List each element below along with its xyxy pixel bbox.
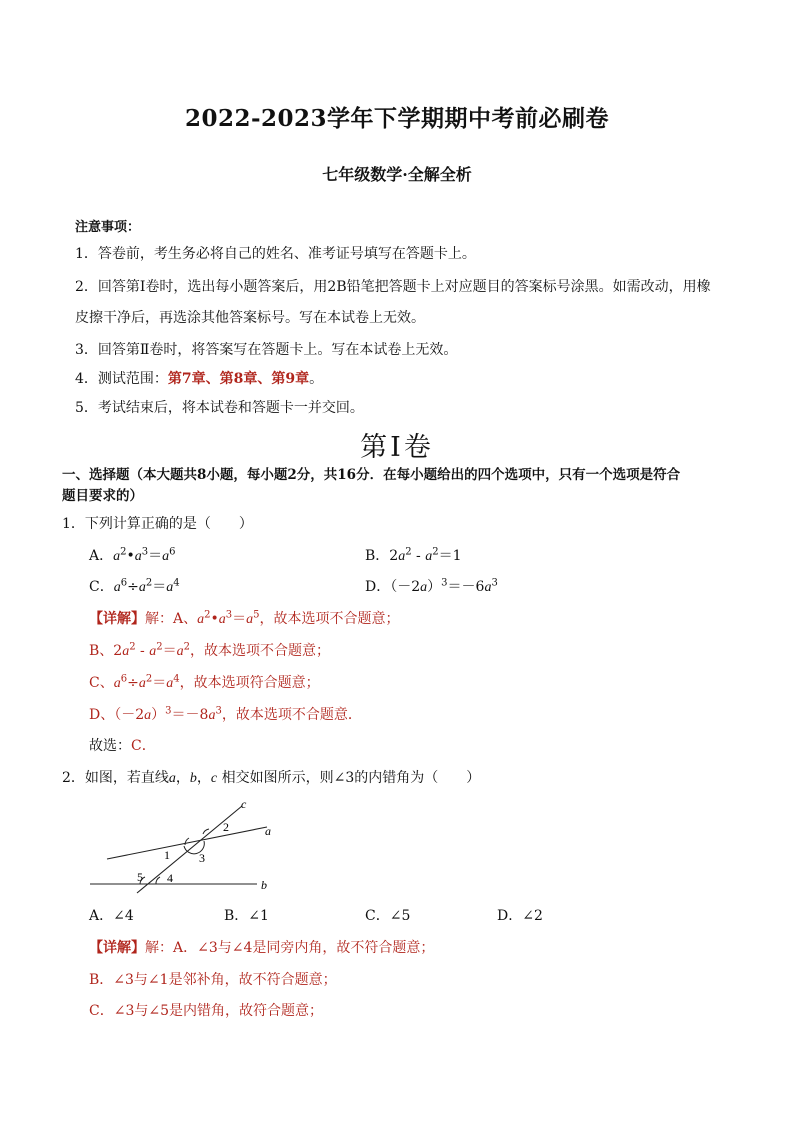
explain-text: 解：A．∠3与∠4是同旁内角，故不符合题意； <box>145 940 435 956</box>
explain-head: B、 <box>89 643 114 659</box>
notice-item-3: 3．回答第Ⅱ卷时，将答案写在答题卡上。写在本试卷上无效。 <box>75 342 458 358</box>
q1-explain-c: C、$a^6\div a^2=a^4$，故本选项符合题意； <box>89 673 320 691</box>
section-heading-line1: 一、选择题（本大题共8小题，每小题2分，共16分．在每小题给出的四个选项中，只有一个选项是符合 <box>62 467 681 483</box>
notice-item-2-line2: 皮擦干净后，再选涂其他答案标号。写在本试卷上无效。 <box>75 310 425 326</box>
explain-head: C、 <box>89 675 114 691</box>
intersecting-lines-figure <box>85 795 295 895</box>
option-label: D． <box>365 579 391 595</box>
q1-explain-a: 【详解】解：A、$a^2•a^3=a^5$，故本选项不合题意； <box>89 609 400 627</box>
notice-item-4-prefix: 4．测试范围： <box>75 371 168 387</box>
answer-label: 故选： <box>89 738 131 754</box>
q1-answer <box>89 736 156 756</box>
var-b: b <box>189 771 197 786</box>
label-angle-3: 3 <box>199 851 205 865</box>
notice-item-4-suffix: 。 <box>309 371 324 387</box>
label-angle-1: 1 <box>164 848 170 862</box>
line-a <box>107 827 267 859</box>
var-c: c <box>210 771 218 786</box>
q2-option-b: B．∠1 <box>224 908 269 924</box>
label-angle-5: 5 <box>137 870 143 884</box>
answer-value: C． <box>131 738 156 754</box>
test-scope: 第7章、第8章、第9章 <box>167 371 310 387</box>
label-a: a <box>265 824 271 838</box>
volume-title: 第Ⅰ卷 <box>360 432 434 463</box>
q2-option-a: A．∠4 <box>89 908 134 924</box>
q1-option-c: C．$a^6\div a^2=a^4$ <box>89 577 180 595</box>
explain-head: 解：A、 <box>145 611 198 627</box>
q2-explain-c: C．∠3与∠5是内错角，故符合题意； <box>89 1003 323 1019</box>
q1-explain-d: D、$(-2a)^3=-8a^3$，故本选项不合题意． <box>89 705 362 723</box>
explain-tail: ，故本选项不合题意． <box>221 707 362 723</box>
q1-option-b: B．$2a^2 - a^2=1$ <box>365 546 462 564</box>
var-a: a <box>168 771 176 786</box>
stem-part: 相交如图所示，则∠3的内错角为（ ） <box>221 770 481 786</box>
section-heading-line2: 题目要求的） <box>62 488 143 504</box>
option-label: B． <box>365 548 390 564</box>
label-angle-4: 4 <box>167 871 173 885</box>
q2-explain-a <box>89 938 434 958</box>
q1-option-d: D．$(-2a)^3=-6a^3$ <box>365 577 498 595</box>
label-c: c <box>241 797 247 811</box>
notice-item-4 <box>75 369 323 389</box>
q1-option-a: A．$a^2•a^3=a^6$ <box>89 546 176 564</box>
explain-tag: 【详解】 <box>89 611 145 627</box>
stem-part: 2．如图，若直线 <box>62 770 169 786</box>
explain-tail: ，故本选项不合题意； <box>189 643 330 659</box>
option-label: C． <box>89 579 114 595</box>
explain-tail: ，故本选项符合题意； <box>179 675 320 691</box>
notice-item-2-line1: 2．回答第Ⅰ卷时，选出每小题答案后，用2B铅笔把答题卡上对应题目的答案标号涂黑。如需改动，用橡 <box>75 279 711 295</box>
explain-tail: ，故本选项不合题意； <box>259 611 400 627</box>
question-2-stem: 2．如图，若直线a，b，c 相交如图所示，则∠3的内错角为（ ） <box>62 770 481 786</box>
explain-head: D、 <box>89 707 115 723</box>
notice-item-1: 1．答卷前，考生务必将自己的姓名、准考证号填写在答题卡上。 <box>75 246 476 262</box>
q2-option-d: D．∠2 <box>497 908 543 924</box>
question-1-stem: 1．下列计算正确的是（ ） <box>62 516 253 532</box>
notice-heading: 注意事项： <box>75 220 141 235</box>
page-subtitle: 七年级数学·全解全析 <box>322 165 472 184</box>
label-b: b <box>261 878 267 892</box>
label-angle-2: 2 <box>223 820 229 834</box>
angle-2-arc <box>203 829 209 834</box>
angle-4-arc <box>156 877 160 884</box>
page-title: 2022-2023学年下学期期中考前必刷卷 <box>184 105 610 132</box>
notice-item-5: 5．考试结束后，将本试卷和答题卡一并交回。 <box>75 400 364 416</box>
q1-explain-b: B、$2a^2 - a^2=a^2$，故本选项不合题意； <box>89 641 330 659</box>
option-label: A． <box>89 548 114 564</box>
angle-1-arc <box>185 838 189 845</box>
q2-option-c: C．∠5 <box>365 908 411 924</box>
explain-tag: 【详解】 <box>89 940 145 956</box>
q2-explain-b: B．∠3与∠1是邻补角，故不符合题意； <box>89 972 337 988</box>
